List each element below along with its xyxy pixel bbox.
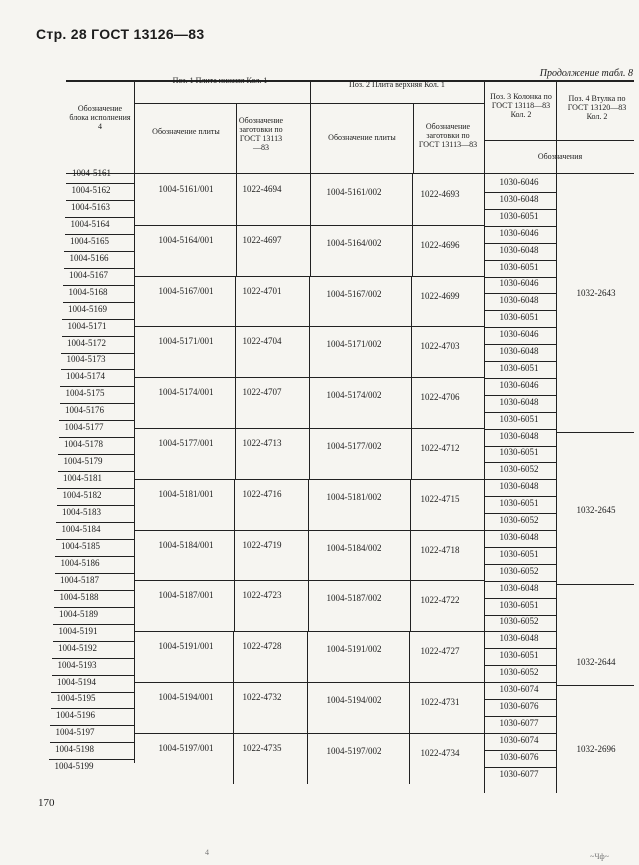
blank-upper: 1022-4703 (420, 341, 460, 352)
group-rule (134, 631, 484, 632)
group-col-rule (308, 580, 309, 631)
corner-mark: ~Чф~ (590, 852, 610, 861)
block-designation: 1004-5165 (70, 235, 109, 246)
block-designation: 1004-5197 (55, 727, 95, 738)
block-row-rule (54, 607, 135, 608)
plate-lower: 1004-5177/001 (158, 438, 214, 448)
table-continuation-label: Продолжение табл. 8 (539, 68, 633, 79)
block-designation: 1004-5193 (57, 659, 97, 670)
plate-upper: 1004-5164/002 (326, 237, 382, 248)
block-designation: 1004-5183 (62, 507, 101, 517)
column-designation: 1030-6051 (499, 362, 539, 373)
column-row-rule (484, 310, 556, 311)
block-row-rule (62, 336, 135, 337)
blank-upper: 1022-4734 (420, 747, 460, 758)
column-designation: 1030-6051 (499, 447, 539, 458)
blank-upper: 1022-4693 (420, 189, 460, 199)
block-designation: 1004-5196 (56, 710, 95, 721)
block-designation: 1004-5161 (72, 168, 111, 178)
header-divider (484, 140, 634, 141)
plate-upper: 1004-5161/002 (326, 187, 382, 197)
column-designation: 1030-6052 (499, 616, 539, 627)
group-col-rule (410, 530, 411, 581)
group-col-rule (234, 479, 235, 530)
header-pos2: Поз. 2 Плита верхняя Кол. 1 (349, 80, 445, 89)
block-designation: 1004-5187 (60, 574, 99, 585)
blank-lower: 1022-4701 (242, 285, 282, 296)
block-designation: 1004-5177 (64, 422, 104, 433)
group-col-rule (309, 276, 310, 327)
block-designation: 1004-5173 (66, 354, 106, 365)
column-designation: 1030-6046 (499, 278, 539, 289)
blank-upper: 1022-4727 (420, 646, 460, 657)
column-row-rule (484, 226, 556, 227)
column-row-rule (484, 462, 556, 463)
group-col-rule (233, 682, 234, 733)
group-rule (134, 530, 484, 531)
header-divider (134, 81, 135, 174)
block-row-rule (59, 420, 134, 421)
plate-lower: 1004-5164/001 (158, 234, 214, 245)
group-col-rule (412, 174, 413, 225)
column-designation: 1030-6052 (499, 667, 539, 678)
block-row-rule (66, 183, 134, 184)
column-row-rule (484, 243, 556, 244)
bushing-rule (556, 584, 634, 585)
bushing-designation: 1032-2696 (576, 744, 616, 754)
header-plate-2: Обозначение плиты (328, 133, 396, 142)
group-col-rule (234, 580, 235, 631)
block-row-rule (59, 437, 135, 438)
group-col-rule (409, 682, 410, 733)
block-row-rule (55, 573, 135, 574)
group-col-rule (308, 479, 309, 530)
block-row-rule (65, 234, 135, 235)
block-row-rule (66, 200, 135, 201)
column-designation: 1030-6048 (499, 244, 539, 255)
column-row-rule (484, 547, 556, 548)
column-designation: 1030-6076 (499, 700, 539, 711)
blank-lower: 1022-4704 (242, 336, 282, 347)
header-blank-2: Обозначение заготовки по ГОСТ 13113—83 (418, 122, 478, 149)
block-row-rule (60, 403, 135, 404)
plate-lower: 1004-5197/001 (158, 742, 214, 753)
block-designation: 1004-5195 (56, 693, 96, 704)
column-row-rule (484, 429, 556, 430)
block-row-rule (57, 488, 134, 489)
block-row-rule (52, 658, 134, 659)
plate-lower: 1004-5181/001 (158, 488, 214, 499)
blank-upper: 1022-4699 (420, 290, 460, 301)
column-row-rule (484, 631, 556, 632)
column-row-rule (484, 564, 556, 565)
column-designation: 1030-6046 (499, 177, 539, 187)
column-designation: 1030-6051 (499, 650, 539, 661)
group-rule (134, 682, 484, 683)
column-row-rule (484, 260, 556, 261)
blank-upper: 1022-4696 (420, 239, 460, 250)
column-designation: 1030-6048 (499, 531, 539, 542)
column-designation: 1030-6074 (499, 734, 539, 745)
block-designation: 1004-5162 (71, 184, 111, 195)
column-designation: 1030-6046 (499, 227, 539, 238)
block-row-rule (58, 454, 134, 455)
group-col-rule (307, 733, 308, 784)
column-row-rule (484, 750, 556, 751)
column-row-rule (484, 192, 556, 193)
group-col-rule (411, 428, 412, 479)
column-row-rule (484, 327, 556, 328)
column-designation: 1030-6052 (499, 464, 539, 475)
column-designation: 1030-6052 (499, 515, 539, 525)
column-row-rule (484, 716, 556, 717)
block-designation: 1004-5185 (61, 540, 100, 551)
plate-lower: 1004-5174/001 (158, 387, 214, 398)
column-designation: 1030-6048 (499, 633, 539, 644)
block-designation: 1004-5169 (68, 303, 107, 314)
block-designation: 1004-5191 (58, 625, 98, 636)
column-designation: 1030-6077 (499, 768, 539, 779)
block-row-rule (62, 319, 134, 320)
header-divider (134, 103, 484, 104)
block-designation: 1004-5199 (54, 761, 94, 772)
group-col-rule (234, 530, 235, 581)
header-blank-1: Обозначение заготовки по ГОСТ 13113—83 (238, 116, 284, 152)
block-designation: 1004-5174 (66, 371, 105, 382)
header-pos1: Поз. 1 Плита нижняя Кол. 1 (172, 76, 268, 85)
bushing-rule (556, 432, 634, 433)
header-divider (484, 81, 485, 174)
block-row-rule (53, 624, 134, 625)
column-row-rule (484, 496, 556, 497)
block-row-rule (50, 742, 135, 743)
footer-mark: 4 (205, 848, 209, 857)
header-plate-1: Обозначение плиты (152, 127, 220, 136)
plate-upper: 1004-5184/002 (326, 542, 382, 553)
column-row-rule (484, 581, 556, 582)
column-designation: 1030-6076 (499, 751, 539, 762)
group-col-rule (410, 580, 411, 631)
block-row-rule (63, 302, 135, 303)
column-row-rule (484, 277, 556, 278)
column-designation: 1030-6048 (499, 582, 539, 593)
column-row-rule (484, 412, 556, 413)
column-row-rule (484, 446, 556, 447)
group-col-rule (235, 276, 236, 327)
blank-lower: 1022-4694 (242, 184, 282, 194)
block-designation: 1004-5179 (63, 456, 103, 467)
column-designation: 1030-6046 (499, 379, 539, 390)
column-designation: 1030-6051 (499, 312, 539, 323)
column-row-rule (484, 648, 556, 649)
column-row-rule (484, 530, 556, 531)
blank-lower: 1022-4728 (242, 641, 282, 652)
plate-upper: 1004-5174/002 (326, 390, 382, 401)
header-bottom-rule (66, 173, 634, 174)
column-row-rule (484, 361, 556, 362)
block-row-rule (51, 692, 134, 693)
blank-lower: 1022-4719 (242, 539, 282, 550)
block-designation: 1004-5189 (59, 608, 98, 619)
block-row-rule (56, 522, 134, 523)
group-col-rule (410, 479, 411, 530)
group-col-rule (309, 428, 310, 479)
blank-lower: 1022-4713 (242, 438, 282, 448)
column-row-rule (484, 682, 556, 683)
header-designations: Обозначения (537, 152, 583, 161)
block-designation: 1004-5188 (59, 591, 99, 602)
plate-lower: 1004-5167/001 (158, 285, 214, 296)
header-pos4: Поз. 4 Втулка по ГОСТ 13120—83 Кол. 2 (567, 94, 627, 121)
column-designation: 1030-6046 (499, 329, 539, 340)
block-row-rule (57, 505, 135, 506)
blank-upper: 1022-4712 (420, 443, 460, 453)
blank-lower: 1022-4707 (242, 387, 282, 398)
block-row-rule (49, 759, 134, 760)
column-designation: 1030-6048 (499, 430, 539, 441)
block-designation: 1004-5172 (67, 337, 106, 348)
plate-lower: 1004-5194/001 (158, 692, 214, 702)
block-row-rule (64, 251, 134, 252)
plate-lower: 1004-5184/001 (158, 539, 214, 550)
group-col-rule (409, 631, 410, 682)
bushing-rule (556, 685, 634, 686)
blank-lower: 1022-4732 (242, 692, 282, 702)
group-border (134, 173, 135, 763)
group-col-rule (309, 377, 310, 428)
blank-upper: 1022-4722 (420, 595, 460, 606)
bushing-designation: 1032-2643 (576, 288, 616, 298)
block-designation: 1004-5182 (62, 490, 102, 501)
block-row-rule (58, 471, 135, 472)
block-row-rule (64, 268, 135, 269)
header-divider (236, 103, 237, 174)
group-col-rule (307, 682, 308, 733)
block-designation: 1004-5171 (67, 320, 107, 331)
group-col-rule (409, 733, 410, 784)
column-designation: 1030-6074 (499, 684, 539, 694)
block-row-rule (56, 539, 135, 540)
group-col-rule (233, 733, 234, 784)
group-col-rule (411, 326, 412, 377)
blank-lower: 1022-4697 (242, 234, 282, 245)
bushing-designation: 1032-2644 (576, 657, 616, 667)
group-col-rule (233, 631, 234, 682)
page-number: 170 (38, 797, 55, 809)
column-designation: 1030-6051 (499, 413, 539, 424)
plate-upper: 1004-5197/002 (326, 745, 382, 756)
blank-upper: 1022-4718 (420, 544, 460, 555)
block-designation: 1004-5176 (65, 405, 104, 416)
block-row-rule (63, 285, 134, 286)
block-designation: 1004-5163 (71, 201, 110, 212)
block-designation: 1004-5178 (64, 439, 103, 450)
block-row-rule (50, 725, 134, 726)
block-designation: 1004-5164 (70, 218, 110, 229)
block-designation: 1004-5192 (58, 642, 97, 653)
plate-upper: 1004-5187/002 (326, 593, 382, 604)
plate-upper: 1004-5181/002 (326, 491, 382, 502)
block-row-rule (54, 590, 134, 591)
page-title: Стр. 28 ГОСТ 13126—83 (36, 26, 205, 42)
block-designation: 1004-5186 (60, 557, 100, 568)
block-row-rule (60, 386, 134, 387)
plate-upper: 1004-5194/002 (326, 695, 382, 705)
blank-upper: 1022-4706 (420, 392, 460, 403)
group-col-rule (412, 225, 413, 276)
plate-upper: 1004-5171/002 (326, 339, 382, 350)
column-row-rule (484, 598, 556, 599)
group-col-rule (235, 377, 236, 428)
column-designation: 1030-6051 (499, 261, 539, 272)
block-row-rule (55, 556, 134, 557)
group-col-rule (411, 276, 412, 327)
column-designation: 1030-6051 (499, 210, 539, 221)
column-designation: 1030-6051 (499, 548, 539, 559)
column-designation: 1030-6051 (499, 498, 539, 509)
plate-upper: 1004-5177/002 (326, 441, 382, 451)
header-divider (310, 81, 311, 174)
block-designation: 1004-5167 (69, 269, 108, 280)
plate-lower: 1004-5191/001 (158, 641, 214, 652)
column-designation: 1030-6048 (499, 396, 539, 407)
column-row-rule (484, 378, 556, 379)
block-row-rule (65, 217, 134, 218)
block-row-rule (61, 369, 135, 370)
group-rule (134, 733, 484, 734)
column-row-rule (484, 513, 556, 514)
plate-lower: 1004-5171/001 (158, 336, 214, 347)
column-designation: 1030-6048 (499, 481, 539, 492)
group-col-rule (235, 326, 236, 377)
column-designation: 1030-6048 (499, 193, 539, 204)
group-rule (134, 580, 484, 581)
group-col-rule (235, 428, 236, 479)
column-row-rule (484, 615, 556, 616)
group-col-rule (411, 377, 412, 428)
blank-lower: 1022-4716 (242, 488, 282, 499)
header-pos3: Поз. 3 Колонка по ГОСТ 13118—83 Кол. 2 (490, 92, 552, 119)
block-row-rule (52, 675, 135, 676)
column-row-rule (484, 293, 556, 294)
plate-upper: 1004-5167/002 (326, 288, 382, 299)
column-row-rule (484, 665, 556, 666)
blank-lower: 1022-4723 (242, 590, 282, 601)
plate-lower: 1004-5161/001 (158, 184, 214, 194)
blank-upper: 1022-4715 (420, 493, 460, 504)
plate-upper: 1004-5191/002 (326, 644, 382, 655)
column-designation: 1030-6077 (499, 717, 539, 728)
blank-upper: 1022-4731 (420, 697, 460, 707)
group-col-rule (307, 631, 308, 682)
plate-lower: 1004-5187/001 (158, 590, 214, 601)
column-row-rule (484, 699, 556, 700)
pos3-left-rule (484, 173, 485, 793)
column-designation: 1030-6048 (499, 295, 539, 306)
group-col-rule (309, 326, 310, 377)
block-designation: 1004-5194 (57, 676, 96, 687)
column-designation: 1030-6051 (499, 599, 539, 610)
header-divider (413, 103, 414, 174)
column-row-rule (484, 767, 556, 768)
group-col-rule (236, 225, 237, 276)
column-row-rule (484, 344, 556, 345)
group-col-rule (310, 225, 311, 276)
group-col-rule (308, 530, 309, 581)
block-designation: 1004-5175 (65, 388, 105, 399)
block-designation: 1004-5198 (55, 744, 94, 755)
pos4-left-rule (556, 173, 557, 793)
group-col-rule (236, 174, 237, 225)
blank-lower: 1022-4735 (242, 742, 282, 753)
block-designation: 1004-5184 (61, 523, 101, 534)
column-designation: 1030-6048 (499, 346, 539, 356)
block-row-rule (51, 708, 135, 709)
block-designation: 1004-5166 (69, 252, 109, 263)
block-row-rule (61, 353, 134, 354)
column-row-rule (484, 479, 556, 480)
block-designation: 1004-5181 (63, 473, 102, 484)
block-row-rule (53, 641, 135, 642)
bushing-designation: 1032-2645 (576, 505, 616, 515)
column-designation: 1030-6052 (499, 565, 539, 576)
column-row-rule (484, 395, 556, 396)
group-col-rule (310, 174, 311, 225)
column-row-rule (484, 733, 556, 734)
header-block: Обозначение блока исполнения 4 (69, 104, 131, 131)
column-row-rule (484, 209, 556, 210)
block-designation: 1004-5168 (68, 286, 108, 297)
